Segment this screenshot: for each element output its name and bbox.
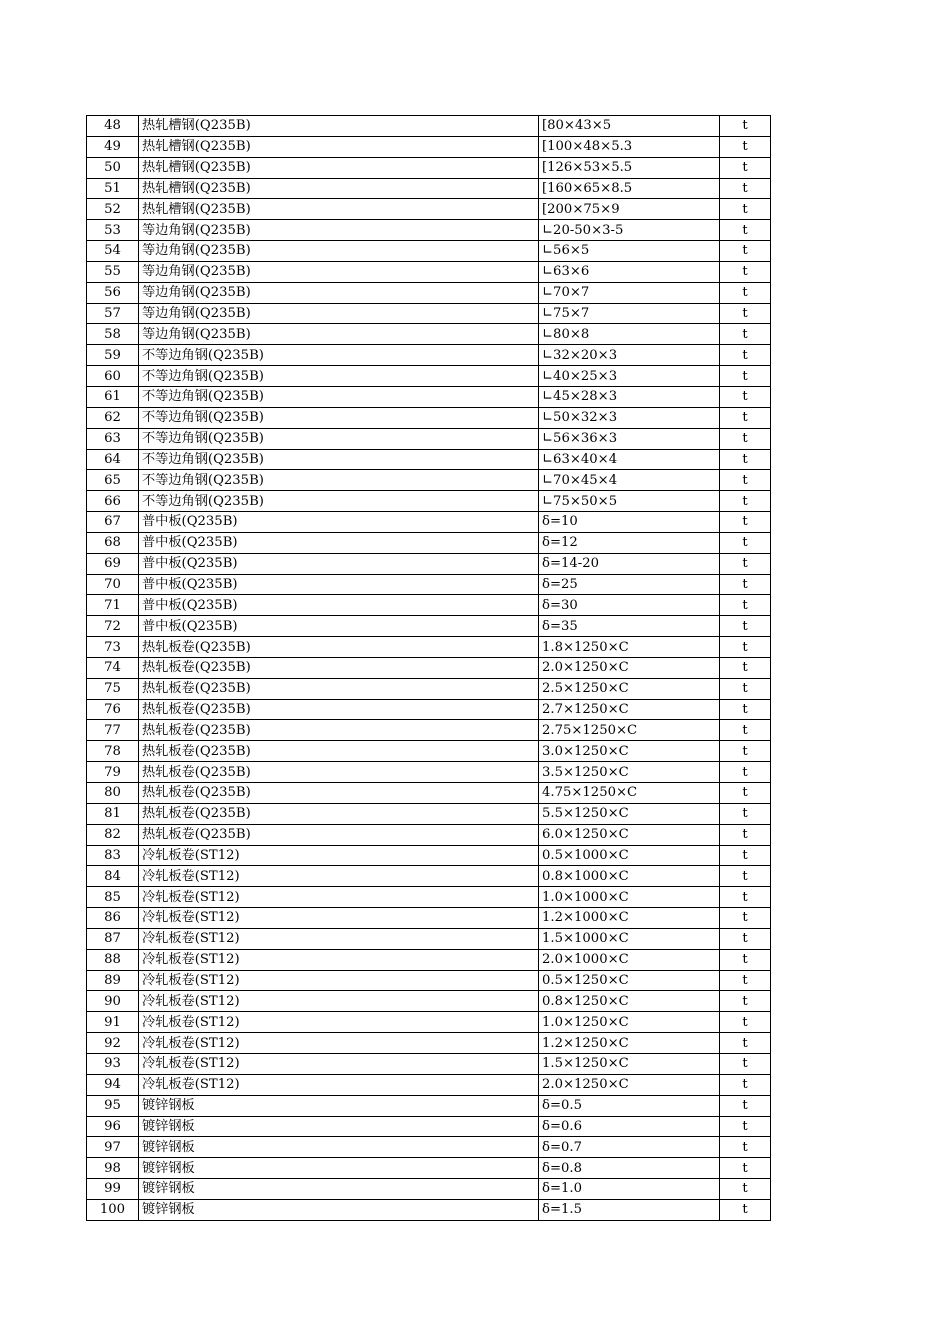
- item-name-cell: 等边角钢(Q235B): [139, 282, 539, 303]
- row-number-cell: 100: [87, 1199, 139, 1220]
- spec-cell: ∟70×45×4: [539, 470, 720, 491]
- spec-cell: δ=30: [539, 595, 720, 616]
- unit-cell: t: [720, 386, 771, 407]
- row-number-cell: 49: [87, 136, 139, 157]
- unit-cell: t: [720, 491, 771, 512]
- unit-cell: t: [720, 1199, 771, 1220]
- table-row: [87, 553, 771, 574]
- spec-cell: [160×65×8.5: [539, 178, 720, 199]
- item-name-cell: 镀锌钢板: [139, 1116, 539, 1137]
- row-number-cell: 95: [87, 1095, 139, 1116]
- item-name-cell: 普中板(Q235B): [139, 616, 539, 637]
- item-name-cell: 冷轧板卷(ST12): [139, 845, 539, 866]
- table-row: [87, 1074, 771, 1095]
- item-name-cell: 热轧板卷(Q235B): [139, 657, 539, 678]
- spec-cell: 0.8×1250×C: [539, 991, 720, 1012]
- item-name-cell: 热轧板卷(Q235B): [139, 678, 539, 699]
- spec-cell: δ=1.0: [539, 1179, 720, 1200]
- table-row: [87, 116, 771, 137]
- row-number-cell: 58: [87, 324, 139, 345]
- row-number-cell: 62: [87, 407, 139, 428]
- item-name-cell: 等边角钢(Q235B): [139, 303, 539, 324]
- row-number-cell: 89: [87, 970, 139, 991]
- row-number-cell: 69: [87, 553, 139, 574]
- table-row: [87, 470, 771, 491]
- table-row: [87, 845, 771, 866]
- row-number-cell: 96: [87, 1116, 139, 1137]
- spec-cell: ∟56×5: [539, 241, 720, 262]
- item-name-cell: 等边角钢(Q235B): [139, 261, 539, 282]
- item-name-cell: 镀锌钢板: [139, 1199, 539, 1220]
- unit-cell: t: [720, 991, 771, 1012]
- row-number-cell: 75: [87, 678, 139, 699]
- spec-cell: [126×53×5.5: [539, 157, 720, 178]
- table-row: [87, 970, 771, 991]
- row-number-cell: 81: [87, 803, 139, 824]
- item-name-cell: 普中板(Q235B): [139, 553, 539, 574]
- row-number-cell: 88: [87, 949, 139, 970]
- unit-cell: t: [720, 845, 771, 866]
- item-name-cell: 不等边角钢(Q235B): [139, 428, 539, 449]
- row-number-cell: 85: [87, 887, 139, 908]
- table-row: [87, 532, 771, 553]
- item-name-cell: 不等边角钢(Q235B): [139, 449, 539, 470]
- item-name-cell: 冷轧板卷(ST12): [139, 949, 539, 970]
- row-number-cell: 50: [87, 157, 139, 178]
- item-name-cell: 热轧槽钢(Q235B): [139, 157, 539, 178]
- unit-cell: t: [720, 345, 771, 366]
- row-number-cell: 74: [87, 657, 139, 678]
- spec-cell: ∟32×20×3: [539, 345, 720, 366]
- unit-cell: t: [720, 282, 771, 303]
- row-number-cell: 87: [87, 928, 139, 949]
- table-row: [87, 220, 771, 241]
- row-number-cell: 80: [87, 783, 139, 804]
- spec-cell: 2.0×1000×C: [539, 949, 720, 970]
- row-number-cell: 66: [87, 491, 139, 512]
- table-row: [87, 574, 771, 595]
- table-row: [87, 386, 771, 407]
- row-number-cell: 98: [87, 1158, 139, 1179]
- row-number-cell: 78: [87, 741, 139, 762]
- item-name-cell: 热轧槽钢(Q235B): [139, 178, 539, 199]
- table-row: [87, 678, 771, 699]
- spec-cell: 5.5×1250×C: [539, 803, 720, 824]
- row-number-cell: 67: [87, 512, 139, 533]
- table-row: [87, 512, 771, 533]
- item-name-cell: 热轧板卷(Q235B): [139, 720, 539, 741]
- table-row: [87, 866, 771, 887]
- spec-cell: 1.0×1000×C: [539, 887, 720, 908]
- item-name-cell: 普中板(Q235B): [139, 595, 539, 616]
- item-name-cell: 等边角钢(Q235B): [139, 220, 539, 241]
- unit-cell: t: [720, 637, 771, 658]
- table-row: [87, 1095, 771, 1116]
- row-number-cell: 53: [87, 220, 139, 241]
- item-name-cell: 冷轧板卷(ST12): [139, 1033, 539, 1054]
- table-row: [87, 699, 771, 720]
- unit-cell: t: [720, 407, 771, 428]
- unit-cell: t: [720, 241, 771, 262]
- row-number-cell: 65: [87, 470, 139, 491]
- unit-cell: t: [720, 553, 771, 574]
- table-row: [87, 324, 771, 345]
- row-number-cell: 77: [87, 720, 139, 741]
- unit-cell: t: [720, 512, 771, 533]
- unit-cell: t: [720, 741, 771, 762]
- table-row: [87, 887, 771, 908]
- spec-cell: ∟70×7: [539, 282, 720, 303]
- item-name-cell: 冷轧板卷(ST12): [139, 1012, 539, 1033]
- unit-cell: t: [720, 970, 771, 991]
- row-number-cell: 55: [87, 261, 139, 282]
- spec-cell: 3.0×1250×C: [539, 741, 720, 762]
- table-row: [87, 762, 771, 783]
- unit-cell: t: [720, 824, 771, 845]
- table-row: [87, 178, 771, 199]
- unit-cell: t: [720, 366, 771, 387]
- spec-cell: δ=12: [539, 532, 720, 553]
- item-name-cell: 热轧板卷(Q235B): [139, 762, 539, 783]
- unit-cell: t: [720, 783, 771, 804]
- table-row: [87, 1116, 771, 1137]
- item-name-cell: 普中板(Q235B): [139, 512, 539, 533]
- table-row: [87, 241, 771, 262]
- spec-cell: δ=0.6: [539, 1116, 720, 1137]
- item-name-cell: 冷轧板卷(ST12): [139, 970, 539, 991]
- spec-cell: 6.0×1250×C: [539, 824, 720, 845]
- item-name-cell: 冷轧板卷(ST12): [139, 887, 539, 908]
- spec-cell: 0.5×1000×C: [539, 845, 720, 866]
- unit-cell: t: [720, 595, 771, 616]
- item-name-cell: 不等边角钢(Q235B): [139, 491, 539, 512]
- spec-cell: 3.5×1250×C: [539, 762, 720, 783]
- row-number-cell: 79: [87, 762, 139, 783]
- item-name-cell: 不等边角钢(Q235B): [139, 386, 539, 407]
- item-name-cell: 热轧板卷(Q235B): [139, 824, 539, 845]
- spec-cell: 2.5×1250×C: [539, 678, 720, 699]
- unit-cell: t: [720, 449, 771, 470]
- item-name-cell: 不等边角钢(Q235B): [139, 366, 539, 387]
- item-name-cell: 镀锌钢板: [139, 1179, 539, 1200]
- unit-cell: t: [720, 199, 771, 220]
- item-name-cell: 热轧板卷(Q235B): [139, 741, 539, 762]
- spec-cell: δ=35: [539, 616, 720, 637]
- row-number-cell: 76: [87, 699, 139, 720]
- table-row: [87, 991, 771, 1012]
- table-row: [87, 136, 771, 157]
- row-number-cell: 99: [87, 1179, 139, 1200]
- spec-cell: δ=0.7: [539, 1137, 720, 1158]
- row-number-cell: 86: [87, 908, 139, 929]
- table-row: [87, 741, 771, 762]
- item-name-cell: 普中板(Q235B): [139, 532, 539, 553]
- spec-cell: ∟20-50×3-5: [539, 220, 720, 241]
- table-row: [87, 1179, 771, 1200]
- table-row: [87, 616, 771, 637]
- row-number-cell: 61: [87, 386, 139, 407]
- spec-cell: ∟80×8: [539, 324, 720, 345]
- item-name-cell: 镀锌钢板: [139, 1158, 539, 1179]
- item-name-cell: 冷轧板卷(ST12): [139, 908, 539, 929]
- row-number-cell: 68: [87, 532, 139, 553]
- spec-cell: 1.5×1250×C: [539, 1053, 720, 1074]
- spec-cell: 1.0×1250×C: [539, 1012, 720, 1033]
- spec-cell: ∟63×40×4: [539, 449, 720, 470]
- unit-cell: t: [720, 678, 771, 699]
- table-row: [87, 1033, 771, 1054]
- unit-cell: t: [720, 532, 771, 553]
- item-name-cell: 热轧板卷(Q235B): [139, 803, 539, 824]
- row-number-cell: 73: [87, 637, 139, 658]
- spec-cell: ∟75×7: [539, 303, 720, 324]
- spec-cell: 4.75×1250×C: [539, 783, 720, 804]
- table-row: [87, 928, 771, 949]
- table-row: [87, 803, 771, 824]
- row-number-cell: 70: [87, 574, 139, 595]
- table-row: [87, 637, 771, 658]
- table-row: [87, 908, 771, 929]
- unit-cell: t: [720, 428, 771, 449]
- row-number-cell: 82: [87, 824, 139, 845]
- unit-cell: t: [720, 574, 771, 595]
- item-name-cell: 不等边角钢(Q235B): [139, 345, 539, 366]
- row-number-cell: 56: [87, 282, 139, 303]
- unit-cell: t: [720, 866, 771, 887]
- table-row: [87, 824, 771, 845]
- spec-cell: ∟75×50×5: [539, 491, 720, 512]
- table-row: [87, 783, 771, 804]
- table-row: [87, 1053, 771, 1074]
- item-name-cell: 等边角钢(Q235B): [139, 324, 539, 345]
- table-row: [87, 199, 771, 220]
- table-row: [87, 491, 771, 512]
- row-number-cell: 84: [87, 866, 139, 887]
- table-row: [87, 595, 771, 616]
- spec-cell: δ=0.8: [539, 1158, 720, 1179]
- row-number-cell: 57: [87, 303, 139, 324]
- item-name-cell: 冷轧板卷(ST12): [139, 928, 539, 949]
- unit-cell: t: [720, 178, 771, 199]
- spec-cell: 0.5×1250×C: [539, 970, 720, 991]
- spec-cell: ∟63×6: [539, 261, 720, 282]
- unit-cell: t: [720, 1095, 771, 1116]
- item-name-cell: 冷轧板卷(ST12): [139, 1053, 539, 1074]
- unit-cell: t: [720, 1012, 771, 1033]
- row-number-cell: 51: [87, 178, 139, 199]
- table-row: [87, 303, 771, 324]
- spec-cell: 1.5×1000×C: [539, 928, 720, 949]
- spec-cell: 1.2×1250×C: [539, 1033, 720, 1054]
- spec-cell: 0.8×1000×C: [539, 866, 720, 887]
- spec-cell: δ=0.5: [539, 1095, 720, 1116]
- item-name-cell: 冷轧板卷(ST12): [139, 866, 539, 887]
- table-row: [87, 720, 771, 741]
- spec-cell: δ=25: [539, 574, 720, 595]
- unit-cell: t: [720, 1116, 771, 1137]
- row-number-cell: 91: [87, 1012, 139, 1033]
- row-number-cell: 93: [87, 1053, 139, 1074]
- spec-cell: [200×75×9: [539, 199, 720, 220]
- spec-cell: ∟56×36×3: [539, 428, 720, 449]
- row-number-cell: 54: [87, 241, 139, 262]
- row-number-cell: 97: [87, 1137, 139, 1158]
- unit-cell: t: [720, 1033, 771, 1054]
- item-name-cell: 热轧槽钢(Q235B): [139, 116, 539, 137]
- table-row: [87, 157, 771, 178]
- item-name-cell: 镀锌钢板: [139, 1137, 539, 1158]
- unit-cell: t: [720, 470, 771, 491]
- unit-cell: t: [720, 616, 771, 637]
- spec-cell: [80×43×5: [539, 116, 720, 137]
- spec-cell: [100×48×5.3: [539, 136, 720, 157]
- table-row: [87, 282, 771, 303]
- spec-cell: δ=14-20: [539, 553, 720, 574]
- spec-cell: δ=10: [539, 512, 720, 533]
- row-number-cell: 52: [87, 199, 139, 220]
- row-number-cell: 64: [87, 449, 139, 470]
- item-name-cell: 镀锌钢板: [139, 1095, 539, 1116]
- table-row: [87, 428, 771, 449]
- unit-cell: t: [720, 803, 771, 824]
- unit-cell: t: [720, 1053, 771, 1074]
- unit-cell: t: [720, 762, 771, 783]
- unit-cell: t: [720, 136, 771, 157]
- item-name-cell: 热轧槽钢(Q235B): [139, 136, 539, 157]
- spec-cell: 1.2×1000×C: [539, 908, 720, 929]
- unit-cell: t: [720, 1179, 771, 1200]
- spec-cell: δ=1.5: [539, 1199, 720, 1220]
- row-number-cell: 83: [87, 845, 139, 866]
- unit-cell: t: [720, 1137, 771, 1158]
- table-row: [87, 1012, 771, 1033]
- spec-cell: 2.75×1250×C: [539, 720, 720, 741]
- table-row: [87, 657, 771, 678]
- unit-cell: t: [720, 157, 771, 178]
- table-row: [87, 1158, 771, 1179]
- spec-cell: 2.0×1250×C: [539, 657, 720, 678]
- row-number-cell: 63: [87, 428, 139, 449]
- row-number-cell: 71: [87, 595, 139, 616]
- row-number-cell: 72: [87, 616, 139, 637]
- spec-cell: ∟40×25×3: [539, 366, 720, 387]
- spec-cell: 2.0×1250×C: [539, 1074, 720, 1095]
- unit-cell: t: [720, 1074, 771, 1095]
- table-row: [87, 449, 771, 470]
- item-name-cell: 不等边角钢(Q235B): [139, 407, 539, 428]
- row-number-cell: 59: [87, 345, 139, 366]
- item-name-cell: 冷轧板卷(ST12): [139, 991, 539, 1012]
- item-name-cell: 热轧板卷(Q235B): [139, 637, 539, 658]
- row-number-cell: 60: [87, 366, 139, 387]
- table-row: [87, 366, 771, 387]
- spec-cell: 2.7×1250×C: [539, 699, 720, 720]
- spec-cell: ∟45×28×3: [539, 386, 720, 407]
- row-number-cell: 90: [87, 991, 139, 1012]
- table-row: [87, 407, 771, 428]
- unit-cell: t: [720, 720, 771, 741]
- unit-cell: t: [720, 928, 771, 949]
- row-number-cell: 94: [87, 1074, 139, 1095]
- item-name-cell: 不等边角钢(Q235B): [139, 470, 539, 491]
- material-table: [86, 115, 771, 1221]
- unit-cell: t: [720, 303, 771, 324]
- item-name-cell: 冷轧板卷(ST12): [139, 1074, 539, 1095]
- item-name-cell: 等边角钢(Q235B): [139, 241, 539, 262]
- table-row: [87, 1137, 771, 1158]
- table-row: [87, 345, 771, 366]
- unit-cell: t: [720, 887, 771, 908]
- material-table-body: [87, 116, 771, 1221]
- unit-cell: t: [720, 657, 771, 678]
- item-name-cell: 热轧板卷(Q235B): [139, 783, 539, 804]
- unit-cell: t: [720, 699, 771, 720]
- unit-cell: t: [720, 908, 771, 929]
- item-name-cell: 热轧槽钢(Q235B): [139, 199, 539, 220]
- item-name-cell: 普中板(Q235B): [139, 574, 539, 595]
- spec-cell: 1.8×1250×C: [539, 637, 720, 658]
- item-name-cell: 热轧板卷(Q235B): [139, 699, 539, 720]
- unit-cell: t: [720, 220, 771, 241]
- unit-cell: t: [720, 1158, 771, 1179]
- row-number-cell: 92: [87, 1033, 139, 1054]
- table-row: [87, 949, 771, 970]
- unit-cell: t: [720, 261, 771, 282]
- row-number-cell: 48: [87, 116, 139, 137]
- unit-cell: t: [720, 116, 771, 137]
- table-row: [87, 1199, 771, 1220]
- unit-cell: t: [720, 324, 771, 345]
- spec-cell: ∟50×32×3: [539, 407, 720, 428]
- table-row: [87, 261, 771, 282]
- unit-cell: t: [720, 949, 771, 970]
